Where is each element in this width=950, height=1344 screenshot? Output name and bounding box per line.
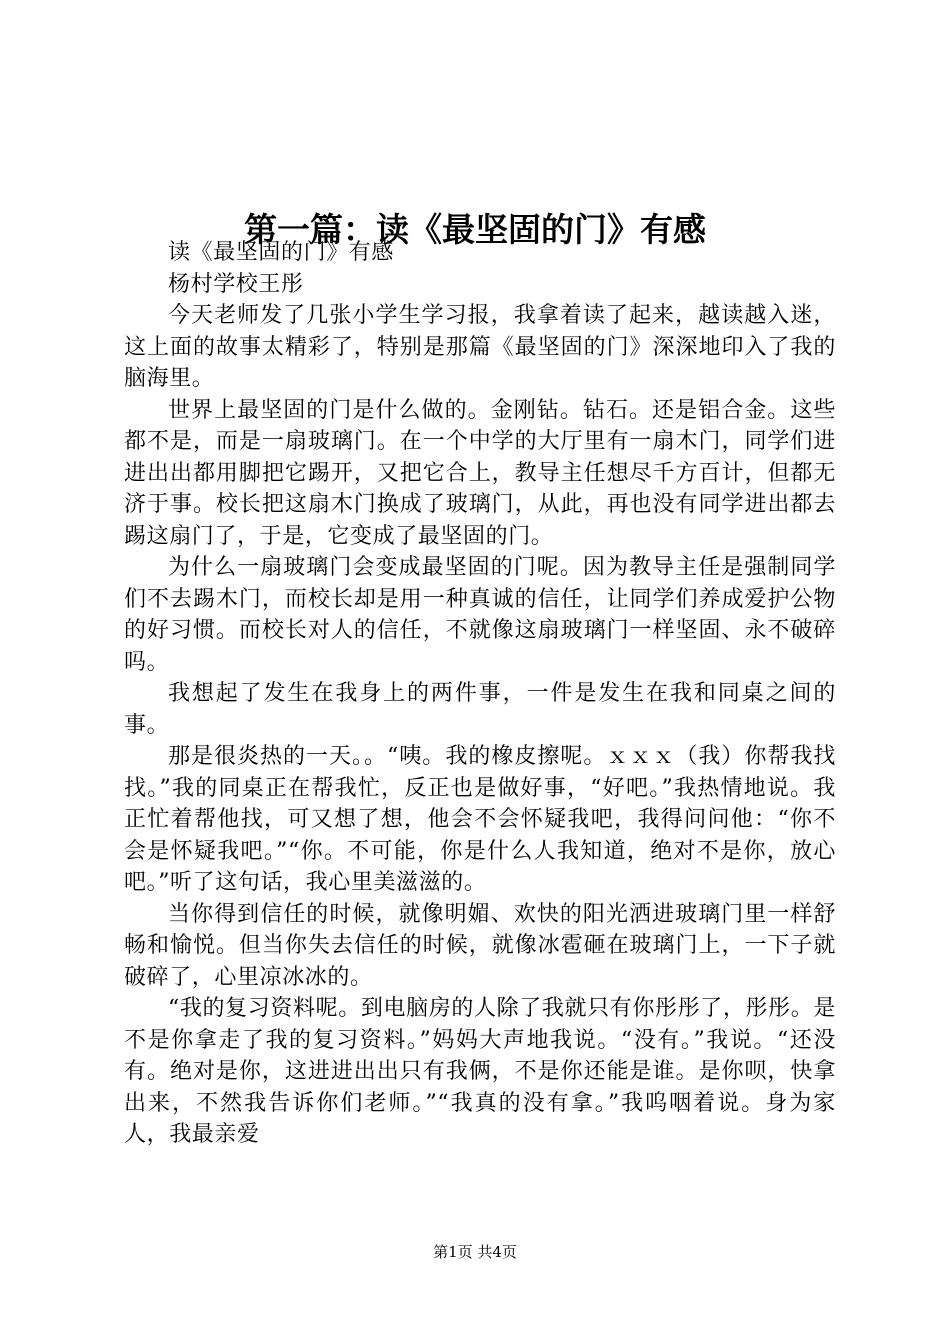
paragraph: 为什么一扇玻璃门会变成最坚固的门呢。因为教导主任是强制同学们不去踢木门，而校长却是用一种真诚的信任，让同学们养成爱护公物的好习惯。而校长对人的信任，不就像这扇玻璃门一样坚固、永不破碎吗。 — [124, 555, 836, 675]
paragraph: “我的复习资料呢。到电脑房的人除了我就只有你彤彤了，彤彤。是不是你拿走了我的复习资料。”妈妈大声地我说。“没有。”我说。“还没有。绝对是你，这进进出出只有我俩，不是你还能是谁。是你呗，快拿出来，不然我告诉你们老师。”“我真的没有拿。”我呜咽着说。身为家人，我最亲爱 — [124, 996, 836, 1147]
paragraph: 读《最坚固的门》有感 — [168, 240, 395, 265]
paragraph: 我想起了发生在我身上的两件事，一件是发生在我和同桌之间的事。 — [124, 681, 836, 738]
paragraph: 杨村学校王彤 — [168, 271, 304, 297]
paragraph: 世界上最坚固的门是什么做的。金刚钻。钻石。还是铝合金。这些都不是，而是一扇玻璃门。在一个中学的大厅里有一扇木门，同学们进进出出都用脚把它踢开，又把它合上，教导主任想尽千方百计，但都无济于事。校长把这扇木门换成了玻璃门，从此，再也没有同学进出都去踢这扇门了，于是，它变成了最坚固的门。 — [124, 397, 836, 549]
page-footer: 第1页 共4页 — [433, 1243, 517, 1261]
document-body — [124, 237, 836, 1151]
paragraph: 当你得到信任的时候，就像明媚、欢快的阳光洒进玻璃门里一样舒畅和愉悦。但当你失去信任的时候，就像冰雹砸在玻璃门上，一下子就破碎了，心里凉冰冰的。 — [124, 901, 836, 990]
document-title: 第一篇：读《最坚固的门》有感 — [244, 210, 706, 250]
paragraph: 今天老师发了几张小学生学习报，我拿着读了起来，越读越入迷，这上面的故事太精彩了，特别是那篇《最坚固的门》深深地印入了我的脑海里。 — [124, 303, 836, 391]
paragraph: 那是很炎热的一天。。“咦。我的橡皮擦呢。ｘｘｘ（我）你帮我找找。”我的同桌正在帮我忙，反正也是做好事，“好吧。”我热情地说。我正忙着帮他找，可又想了想，他会不会怀疑我吧，我得问问他：“你不会是怀疑我吧。”“你。不可能，你是什么人我知道，绝对不是你，放心吧。”听了这句话，我心里美滋滋的。 — [124, 744, 836, 895]
